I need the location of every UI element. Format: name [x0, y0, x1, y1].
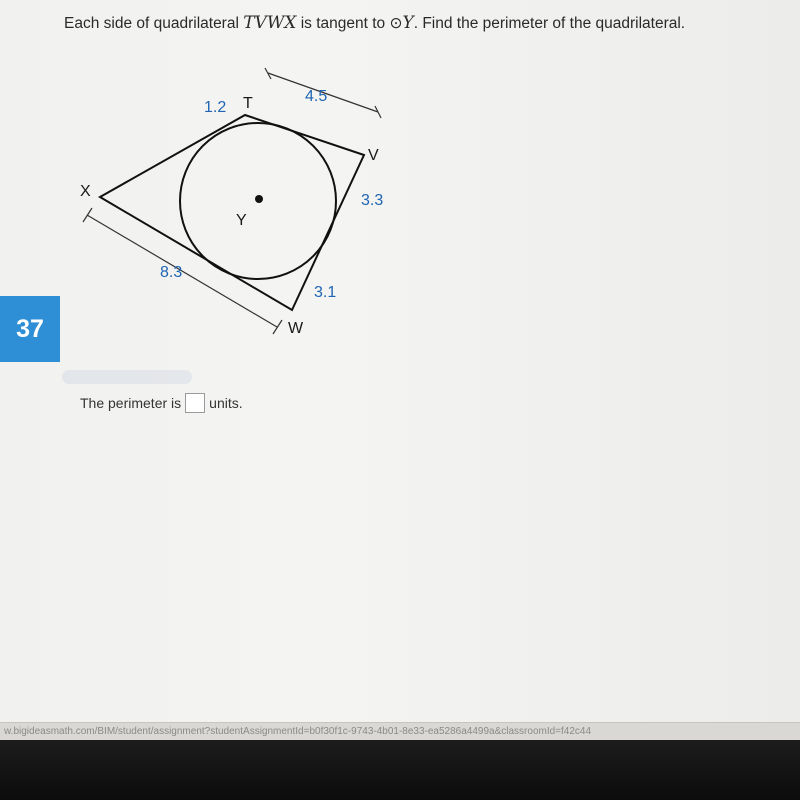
- faded-caption: [62, 370, 192, 384]
- dimension-line-xw: [83, 208, 282, 334]
- vertex-label-t: T: [243, 95, 253, 112]
- status-url-bar: w.bigideasmath.com/BIM/student/assignment?studentAssignmentId=b0f30f1c-9743-4b01-8e33-ea5286a4499a&classroomId=f42c44: [0, 722, 800, 740]
- segment-label-t: 1.2: [204, 99, 227, 116]
- segment-label-v: 3.3: [361, 192, 384, 209]
- circle-symbol: ⊙: [389, 15, 403, 32]
- center-label-y: Y: [236, 212, 247, 229]
- quadrilateral-name: TVWX: [243, 13, 297, 33]
- vertex-label-w: W: [288, 320, 304, 337]
- monitor-bezel: [0, 740, 800, 800]
- question-suffix: . Find the perimeter of the quadrilateral.: [413, 15, 686, 32]
- answer-suffix: units.: [209, 395, 243, 411]
- dimension-label-xw: 8.3: [160, 264, 183, 281]
- dimension-label-tv: 4.5: [305, 88, 328, 105]
- center-point: [255, 195, 263, 203]
- answer-input[interactable]: [185, 393, 205, 413]
- answer-row: [80, 393, 243, 413]
- answer-prefix: The perimeter is: [80, 395, 182, 411]
- circle-name: Y: [402, 13, 414, 33]
- segment-label-w: 3.1: [314, 284, 337, 301]
- vertex-label-v: V: [368, 147, 379, 164]
- question-middle: is tangent to: [296, 15, 390, 32]
- vertex-label-x: X: [80, 183, 91, 200]
- question-prefix: Each side of quadrilateral: [64, 15, 244, 32]
- quadrilateral-shape: [100, 115, 364, 310]
- question-number-badge[interactable]: 37: [0, 296, 60, 362]
